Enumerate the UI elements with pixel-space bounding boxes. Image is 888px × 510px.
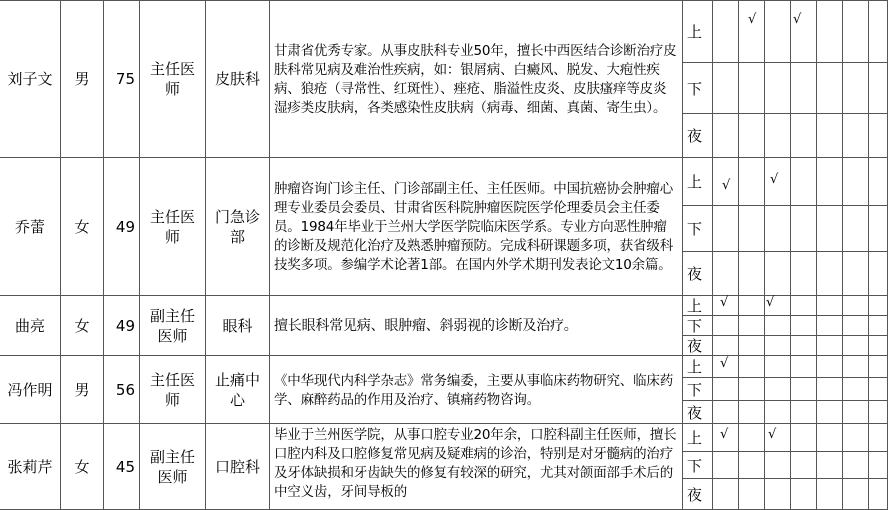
age-cell <box>104 0 140 158</box>
slot-night <box>683 114 713 158</box>
schedule-cell <box>713 252 739 296</box>
schedule-cell <box>817 479 843 510</box>
schedule-cell <box>739 158 765 206</box>
schedule-cell <box>713 0 739 63</box>
schedule-cell <box>791 206 817 252</box>
schedule-cell <box>791 63 817 114</box>
schedule-cell <box>843 452 869 479</box>
schedule-cell <box>843 296 869 316</box>
schedule-cell <box>817 0 843 63</box>
schedule-cell <box>713 206 739 252</box>
doctor-title: 主任医师 <box>149 59 195 98</box>
schedule-cell <box>739 316 765 336</box>
doctor-gender: 女 <box>74 457 90 476</box>
schedule-cell <box>817 452 843 479</box>
schedule-cell <box>765 336 791 356</box>
slot-label: 下 <box>687 220 703 238</box>
schedule-cell <box>713 401 739 424</box>
schedule-cell <box>817 336 843 356</box>
schedule-cell <box>869 0 888 63</box>
age-cell <box>104 356 140 424</box>
dept-cell <box>206 0 270 158</box>
desc-cell <box>270 356 683 424</box>
schedule-cell <box>739 296 765 316</box>
slot-label: 上 <box>687 297 703 315</box>
slot-night <box>683 479 713 510</box>
schedule-cell <box>765 0 791 63</box>
schedule-cell <box>843 0 869 63</box>
schedule-cell <box>739 0 765 63</box>
doctor-age: 75 <box>115 69 135 88</box>
schedule-cell <box>817 114 843 158</box>
slot-night <box>683 401 713 424</box>
desc-cell <box>270 296 683 356</box>
schedule-cell <box>765 378 791 401</box>
schedule-cell <box>791 316 817 336</box>
slot-am <box>683 356 713 378</box>
schedule-cell <box>791 114 817 158</box>
check-mark: √ <box>748 12 757 27</box>
schedule-cell <box>843 158 869 206</box>
slot-label: 上 <box>687 429 703 447</box>
schedule-cell <box>843 114 869 158</box>
schedule-cell <box>739 252 765 296</box>
slot-label: 上 <box>687 22 703 41</box>
schedule-cell <box>791 424 817 452</box>
schedule-cell <box>869 424 888 452</box>
schedule-cell <box>739 479 765 510</box>
slot-night <box>683 252 713 296</box>
check-mark: √ <box>722 178 731 193</box>
schedule-cell <box>817 158 843 206</box>
doctor-title: 主任医师 <box>149 207 195 246</box>
schedule-cell <box>791 452 817 479</box>
schedule-cell <box>739 63 765 114</box>
schedule-cell <box>739 378 765 401</box>
gender-cell <box>61 0 104 158</box>
schedule-cell <box>713 316 739 336</box>
schedule-cell <box>843 63 869 114</box>
schedule-cell <box>791 479 817 510</box>
doctor-name: 曲亮 <box>14 316 45 335</box>
schedule-cell <box>739 452 765 479</box>
doctor-dept: 眼科 <box>222 316 253 335</box>
schedule-cell <box>791 0 817 63</box>
doctor-name-cell <box>0 356 61 424</box>
schedule-cell <box>713 114 739 158</box>
schedule-cell <box>765 63 791 114</box>
title-cell <box>140 158 206 296</box>
schedule-cell <box>869 114 888 158</box>
schedule-cell <box>765 452 791 479</box>
doctor-name-cell <box>0 158 61 296</box>
slot-label: 夜 <box>687 265 703 283</box>
schedule-cell <box>765 206 791 252</box>
schedule-cell <box>869 356 888 378</box>
schedule-cell <box>843 378 869 401</box>
schedule-cell <box>817 252 843 296</box>
schedule-cell <box>739 114 765 158</box>
slot-am <box>683 158 713 206</box>
schedule-cell <box>713 378 739 401</box>
schedule-cell <box>817 316 843 336</box>
slot-label: 下 <box>687 79 703 98</box>
doctor-desc: 《中华现代内科学杂志》常务编委，主要从事临床药物研究、临床药学、麻醉药品的作用及治疗、镇痛药物咨询。 <box>274 372 673 408</box>
desc-cell <box>270 0 683 158</box>
schedule-cell <box>791 296 817 316</box>
schedule-cell <box>843 401 869 424</box>
check-mark: √ <box>720 427 729 442</box>
doctor-gender: 男 <box>74 380 90 399</box>
check-mark: √ <box>720 356 729 371</box>
schedule-cell <box>713 479 739 510</box>
doctor-age: 49 <box>115 217 135 236</box>
slot-pm <box>683 452 713 479</box>
schedule-cell <box>869 452 888 479</box>
schedule-cell <box>765 401 791 424</box>
slot-am <box>683 296 713 316</box>
schedule-cell <box>791 401 817 424</box>
doctor-gender: 女 <box>74 316 90 335</box>
doctor-name: 张莉芹 <box>7 457 53 476</box>
schedule-cell <box>765 479 791 510</box>
doctor-dept: 皮肤科 <box>214 69 260 88</box>
slot-pm <box>683 316 713 336</box>
doctor-age: 45 <box>115 457 135 476</box>
schedule-cell <box>843 479 869 510</box>
schedule-cell <box>817 378 843 401</box>
slot-label: 下 <box>687 456 703 475</box>
schedule-cell <box>843 336 869 356</box>
slot-pm <box>683 206 713 252</box>
schedule-cell <box>817 63 843 114</box>
schedule-cell <box>765 114 791 158</box>
gender-cell <box>61 424 104 510</box>
age-cell <box>104 158 140 296</box>
schedule-cell <box>869 63 888 114</box>
schedule-cell <box>765 356 791 378</box>
slot-label: 夜 <box>687 337 703 355</box>
doctor-title: 副主任医师 <box>149 447 195 486</box>
doctor-age: 56 <box>115 380 135 399</box>
desc-cell <box>270 424 683 510</box>
title-cell <box>140 0 206 158</box>
slot-night <box>683 336 713 356</box>
slot-label: 上 <box>687 173 703 191</box>
slot-pm <box>683 63 713 114</box>
doctor-desc: 肿瘤咨询门诊主任、门诊部副主任、主任医师。中国抗癌协会肿瘤心理专业委员会委员、甘肃省医科院肿瘤医院医学伦理委员会主任委员。1984年毕业于兰州大学医学院临床医学系。专业方向恶性肿瘤的诊断及规范化治疗及熟悉肿瘤预防。完成科研课题多项，获省级科技奖多项。参编学术论著1部。在国内外学术期刊发表论文10余篇。 <box>274 181 673 273</box>
doctor-gender: 女 <box>74 217 90 236</box>
schedule-cell <box>791 336 817 356</box>
schedule-cell <box>869 336 888 356</box>
dept-cell <box>206 296 270 356</box>
age-cell <box>104 296 140 356</box>
slot-pm <box>683 378 713 401</box>
schedule-cell <box>765 252 791 296</box>
doctor-title: 副主任医师 <box>149 306 195 345</box>
doctor-dept: 止痛中心 <box>214 370 260 409</box>
slot-label: 夜 <box>687 403 703 422</box>
doctor-dept: 口腔科 <box>214 457 260 476</box>
schedule-cell <box>739 336 765 356</box>
schedule-cell <box>739 206 765 252</box>
schedule-cell <box>739 356 765 378</box>
schedule-cell <box>713 63 739 114</box>
doctor-name: 乔蕾 <box>14 217 45 236</box>
schedule-cell <box>843 316 869 336</box>
schedule-cell <box>739 401 765 424</box>
dept-cell <box>206 356 270 424</box>
dept-cell <box>206 424 270 510</box>
title-cell <box>140 296 206 356</box>
schedule-cell <box>817 424 843 452</box>
schedule-cell <box>869 316 888 336</box>
check-mark: √ <box>768 427 777 442</box>
slot-am <box>683 424 713 452</box>
schedule-cell <box>791 158 817 206</box>
desc-cell <box>270 158 683 296</box>
gender-cell <box>61 356 104 424</box>
slot-am <box>683 0 713 63</box>
age-cell <box>104 424 140 510</box>
check-mark: √ <box>766 295 775 310</box>
schedule-cell <box>869 252 888 296</box>
schedule-cell <box>869 378 888 401</box>
doctor-name: 冯作明 <box>7 380 53 399</box>
schedule-cell <box>791 378 817 401</box>
schedule-cell <box>843 356 869 378</box>
schedule-cell <box>869 401 888 424</box>
doctor-name-cell <box>0 0 61 158</box>
schedule-cell <box>817 401 843 424</box>
schedule-cell <box>817 356 843 378</box>
gender-cell <box>61 158 104 296</box>
schedule-cell <box>843 252 869 296</box>
slot-label: 下 <box>687 317 703 335</box>
schedule-cell <box>843 206 869 252</box>
schedule-cell <box>765 316 791 336</box>
dept-cell <box>206 158 270 296</box>
schedule-cell <box>869 479 888 510</box>
schedule-cell <box>791 356 817 378</box>
slot-label: 上 <box>687 358 703 376</box>
doctor-desc: 毕业于兰州医学院，从事口腔专业20年余，口腔科副主任医师，擅长口腔内科及口腔修复常见病及疑难病的诊治，特别是对牙髓病的治疗及牙体缺损和牙齿缺失的修复有较深的研究，尤其对颌面部手术后的中空义齿，牙间导板的 <box>274 427 677 500</box>
schedule-cell <box>869 158 888 206</box>
doctor-age: 49 <box>115 316 135 335</box>
schedule-cell <box>817 296 843 316</box>
slot-label: 夜 <box>687 127 703 145</box>
doctor-name-cell <box>0 424 61 510</box>
slot-label: 夜 <box>687 485 703 504</box>
check-mark: √ <box>793 12 802 27</box>
doctor-name-cell <box>0 296 61 356</box>
gender-cell <box>61 296 104 356</box>
schedule-cell <box>791 252 817 296</box>
schedule-cell <box>817 206 843 252</box>
doctor-title: 主任医师 <box>149 370 195 409</box>
doctor-desc: 甘肃省优秀专家。从事皮肤科专业50年，擅长中西医结合诊断治疗皮肤科常见病及难治性疾病，如：银屑病、白癜风、脱发、大疱性疾病、狼疮（寻常性、红斑性）、痤疮、脂溢性皮炎、皮肤瘙痒等皮炎湿疹类皮肤病，各类感染性皮肤病（病毒、细菌、真菌、寄生虫）。 <box>274 42 677 116</box>
doctor-dept: 门急诊部 <box>214 207 260 246</box>
schedule-cell <box>869 206 888 252</box>
doctor-name: 刘子文 <box>7 69 53 88</box>
slot-label: 下 <box>687 380 703 399</box>
check-mark: √ <box>720 295 729 310</box>
check-mark: √ <box>770 172 779 187</box>
doctor-desc: 擅长眼科常见病、眼肿瘤、斜弱视的诊断及治疗。 <box>274 318 578 334</box>
schedule-cell <box>713 452 739 479</box>
schedule-cell <box>869 296 888 316</box>
title-cell <box>140 424 206 510</box>
schedule-cell <box>713 336 739 356</box>
schedule-cell <box>843 424 869 452</box>
doctor-gender: 男 <box>74 69 90 88</box>
title-cell <box>140 356 206 424</box>
schedule-cell <box>739 424 765 452</box>
